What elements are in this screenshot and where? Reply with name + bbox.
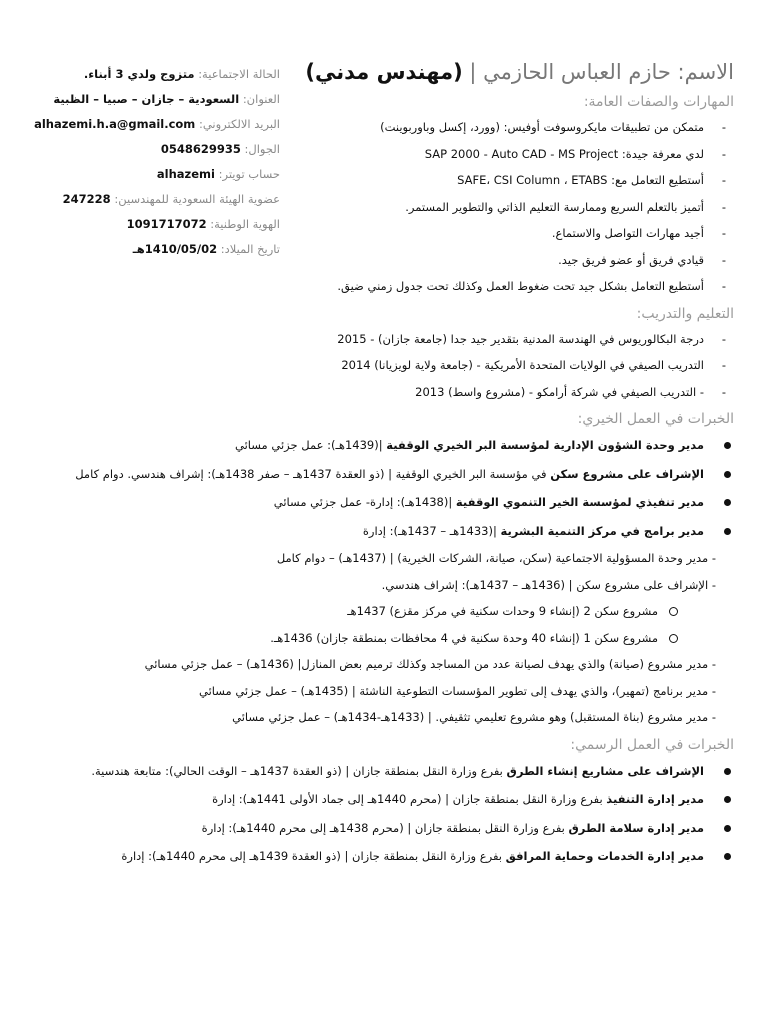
name-heading <box>34 56 734 88</box>
skill-text: لدي معرفة جيدة: SAP 2000 - Auto CAD - MS Project <box>424 146 704 161</box>
skill-text: أستطيع التعامل مع: SAFE، CSI Column ، ETABS <box>457 173 704 187</box>
role-title: مدير إدارة التنفيذ <box>606 792 704 806</box>
project-text: مشروع سكن 1 (إنشاء 40 وحدة سكنية في 4 محافظات بمنطقة جازان) 1436هـ. <box>270 630 658 645</box>
address-label: العنوان: <box>242 92 280 106</box>
education-text: - التدريب الصيفي في شركة أرامكو - (مشروع واسط) 2013 <box>415 384 704 399</box>
role-title: مدير تنفيذي لمؤسسة الخير التنموي الوقفية <box>455 495 704 509</box>
list-item: - لدي معرفة جيدة: SAP 2000 - Auto CAD - MS Project <box>424 146 726 161</box>
list-item: - التدريب الصيفي في الولايات المتحدة الأمريكية - (جامعة ولاية لويزيانا) 2014 <box>341 358 726 372</box>
bullet-icon <box>724 471 731 478</box>
role-title: الإشراف على مشاريع إنشاء الطرق <box>506 763 704 778</box>
list-item <box>34 488 734 517</box>
bullet-icon <box>724 796 731 803</box>
email-label: البريد الالكتروني: <box>198 117 280 131</box>
role-title: الإشراف على مشروع سكن <box>550 466 704 481</box>
role-detail: بفرع وزارة النقل بمنطقة جازان | (ذو العقدة 1439هـ إلى محرم 1440هـ): إدارة <box>121 849 506 863</box>
mobile-label: الجوال: <box>244 142 280 156</box>
charity-list <box>34 431 734 545</box>
role-title: مدير إدارة سلامة الطرق <box>568 820 704 835</box>
list-item <box>34 757 734 786</box>
twitter-label: حساب تويتر: <box>218 167 280 181</box>
list-item <box>34 785 734 814</box>
bullet-icon <box>724 528 731 535</box>
list-item: - درجة البكالوريوس في الهندسة المدنية بتقدير جيد جدا (جامعة جازان) - 2015 <box>337 331 726 346</box>
role-detail: بفرع وزارة النقل بمنطقة جازان | (محرم 1440هـ إلى جماد الأولى 1441هـ): إدارة <box>212 792 607 806</box>
sub-sub-item <box>34 598 734 625</box>
circle-bullet-icon <box>669 607 678 616</box>
list-item: - أجيد مهارات التواصل والاستماع. <box>551 226 726 240</box>
twitter-value: alhazemi <box>156 167 215 181</box>
skills-heading: المهارات والصفات العامة: <box>583 94 734 110</box>
circle-bullet-icon <box>669 634 678 643</box>
skills-list <box>34 114 734 300</box>
bullet-icon <box>724 442 731 449</box>
birth-label: تاريخ الميلاد: <box>220 242 280 256</box>
role-detail: بفرع وزارة النقل بمنطقة جازان | (ذو العقدة 1437هـ – الوقت الحالي): متابعة هندسية. <box>91 763 507 778</box>
email-value: alhazemi.h.a@gmail.com <box>34 117 196 131</box>
list-item: - أستطيع التعامل مع: SAFE، CSI Column ، ETABS <box>457 173 726 187</box>
mobile-value: 0548629935 <box>160 142 241 156</box>
list-item <box>34 814 734 843</box>
job-title: (مهندس مدني) <box>305 60 463 84</box>
education-text: درجة البكالوريوس في الهندسة المدنية بتقدير جيد جدا (جامعة جازان) - 2015 <box>337 331 704 346</box>
marital-value: متزوج ولدي 3 أبناء. <box>83 67 195 81</box>
role-detail: بفرع وزارة النقل بمنطقة جازان | (محرم 1438هـ إلى محرم 1440هـ): إدارة <box>201 820 569 835</box>
skill-text: أتميز بالتعلم السريع وممارسة التعليم الذاتي والتطوير المستمر. <box>405 199 704 214</box>
role-detail: |(1439هـ): عمل جزئي مسائي <box>235 438 387 452</box>
list-item: - أتميز بالتعلم السريع وممارسة التعليم الذاتي والتطوير المستمر. <box>405 199 726 214</box>
list-item: - أستطيع التعامل بشكل جيد تحت ضغوط العمل وكذلك تحت جدول زمني ضيق. <box>337 279 726 293</box>
sub-item: - الإشراف على مشروع سكن | (1436هـ – 1437هـ): إشراف هندسي. <box>381 577 716 592</box>
role-title: مدير إدارة الخدمات وحماية المرافق <box>505 849 704 863</box>
project-text: مشروع سكن 2 (إنشاء 9 وحدات سكنية في مركز مقزع) 1437هـ <box>347 604 658 618</box>
sub-item: - مدير مشروع (بناة المستقبل) وهو مشروع تعليمي تثقيفي. | (1433هـ-1434هـ) – عمل جزئي مسائي <box>232 710 716 724</box>
list-item <box>34 517 734 546</box>
bullet-icon <box>724 853 731 860</box>
membership-value: 247228 <box>62 192 111 206</box>
sub-sub-item <box>34 625 734 652</box>
national-id-value: 1091717072 <box>126 217 207 231</box>
sub-item: - مدير وحدة المسؤولية الاجتماعية (سكن، صيانة، الشركات الخيرية) | (1437هـ) – دوام كامل <box>276 551 716 565</box>
list-item <box>34 842 734 871</box>
role-detail: في مؤسسة البر الخيري الوقفية | (ذو العقدة 1437هـ – صفر 1438هـ): إشراف هندسي. دوام كامل <box>75 466 551 481</box>
sub-item: - مدير مشروع (صيانة) والذي يهدف لصيانة عدد من المساجد وكذلك ترميم بعض المنازل| (1436هـ) – عمل جزئي مسائي <box>144 657 716 671</box>
membership-label: عضوية الهيئة السعودية للمهندسين: <box>114 192 280 206</box>
education-list <box>34 326 734 406</box>
list-item: - قيادي فريق أو عضو فريق جيد. <box>558 252 726 267</box>
name-text: الاسم: حازم العباس الحازمي | <box>469 60 734 84</box>
role-title: مدير برامج في مركز التنمية البشرية <box>500 523 704 538</box>
national-id-label: الهوية الوطنية: <box>210 217 280 231</box>
bullet-icon <box>724 499 731 506</box>
list-item <box>34 460 734 489</box>
role-detail: |(1438هـ): إدارة- عمل جزئي مسائي <box>273 495 456 509</box>
marital-label: الحالة الاجتماعية: <box>198 67 280 81</box>
bullet-icon <box>724 768 731 775</box>
education-text: التدريب الصيفي في الولايات المتحدة الأمريكية - (جامعة ولاية لويزيانا) 2014 <box>341 358 704 372</box>
main-content <box>34 56 734 871</box>
address-value: السعودية – جازان – صبيا – الظبية <box>53 92 240 106</box>
list-item: - متمكن من تطبيقات مايكروسوفت أوفيس: (وورد، إكسل وباوربوينت) <box>380 120 726 134</box>
list-item <box>34 431 734 460</box>
role-detail: |(1433هـ – 1437هـ): إدارة <box>362 523 501 538</box>
education-heading: التعليم والتدريب: <box>636 305 734 322</box>
skill-text: قيادي فريق أو عضو فريق جيد. <box>558 252 704 267</box>
official-heading: الخبرات في العمل الرسمي: <box>570 736 734 753</box>
sub-item: - مدير برنامج (تمهير)، والذي يهدف إلى تطوير المؤسسات التطوعية الناشئة | (1435هـ) – عمل جزئي مسائي <box>198 683 716 698</box>
official-list <box>34 757 734 871</box>
birth-value: 1410/05/02هـ <box>132 242 218 256</box>
list-item: - - التدريب الصيفي في شركة أرامكو - (مشروع واسط) 2013 <box>415 384 726 399</box>
bullet-icon <box>724 825 731 832</box>
charity-heading: الخبرات في العمل الخيري: <box>577 411 734 427</box>
skill-text: أستطيع التعامل بشكل جيد تحت ضغوط العمل وكذلك تحت جدول زمني ضيق. <box>337 279 704 293</box>
role-title: مدير وحدة الشؤون الإدارية لمؤسسة البر الخيري الوقفية <box>386 438 704 452</box>
skill-text: متمكن من تطبيقات مايكروسوفت أوفيس: (وورد، إكسل وباوربوينت) <box>380 120 704 134</box>
skill-text: أجيد مهارات التواصل والاستماع. <box>551 226 704 240</box>
